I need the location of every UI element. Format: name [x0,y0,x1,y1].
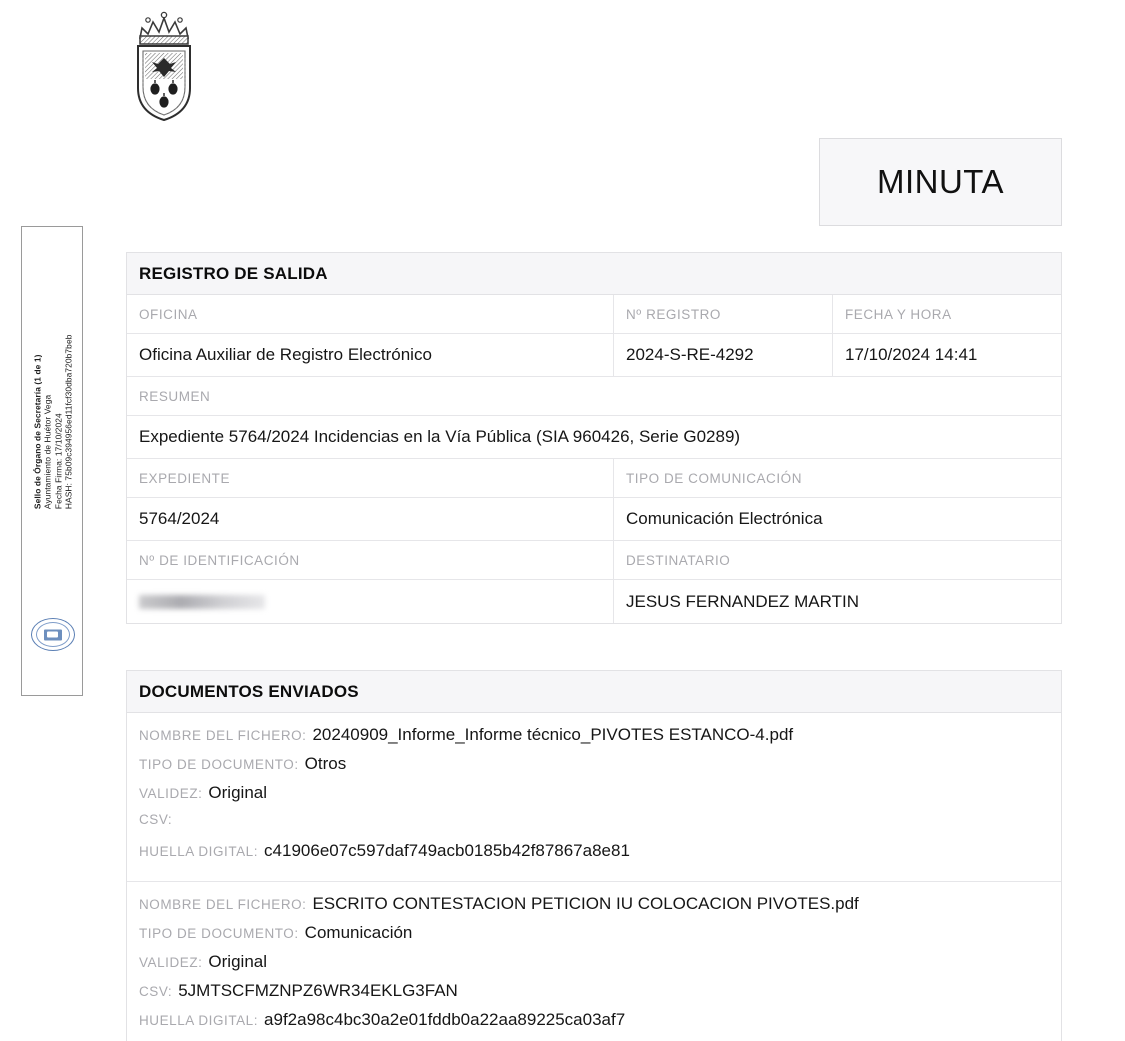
registro-section-header [127,253,1061,295]
value-nombre-del-fichero: 20240909_Informe_Informe técnico_PIVOTES ESTANCO-4.pdf [312,725,794,744]
table-row-label-resumen [127,377,1061,416]
cell-value-expediente [127,498,614,540]
document-csv-line [139,812,1061,841]
label-csv: CSV: [139,984,173,999]
redacted-identification-number [139,595,265,609]
label-n-registro: Nº REGISTRO [626,306,721,322]
cell-value-destinatario [614,580,1061,623]
cell-value-tipo-comunicacion [614,498,1061,540]
cell-label-tipo-comunicacion [614,459,1061,497]
cell-label-resumen [127,377,1061,415]
document-type-line [139,923,1061,952]
cell-value-fecha-hora [833,334,1061,376]
stamp-line-hash: HASH: 75b09c394956ed11fcf30dba720b7beb [63,334,74,510]
label-destinatario: DESTINATARIO [626,552,731,568]
value-csv: 5JMTSCFMZNPZ6WR34EKLG3FAN [178,981,458,1000]
table-row-values-expediente [127,498,1061,541]
value-nombre-del-fichero: ESCRITO CONTESTACION PETICION IU COLOCACION PIVOTES.pdf [312,894,859,913]
value-n-registro: 2024-S-RE-4292 [626,345,754,364]
signature-stamp-sidebar [21,226,83,696]
label-nombre-del-fichero: NOMBRE DEL FICHERO: [139,897,307,912]
label-csv: CSV: [139,812,173,827]
label-fecha-y-hora: FECHA Y HORA [845,306,952,322]
cell-value-resumen [127,416,1061,458]
stamp-line-organ: Sello de Órgano de Secretaría (1 de 1) [32,354,43,510]
seal-emblem-icon [44,629,62,640]
value-huella-digital: a9f2a98c4bc30a2e01fddb0a22aa89225ca03af7 [264,1010,626,1029]
label-huella-digital: HUELLA DIGITAL: [139,1013,259,1028]
document-type-line [139,754,1061,783]
registro-de-salida-panel [126,252,1062,624]
label-oficina: OFICINA [139,306,198,322]
stamp-line-date: Fecha Firma: 17/10/2024 [53,413,64,510]
table-row-labels-identificacion [127,541,1061,580]
documentos-section-header [127,671,1061,713]
value-resumen: Expediente 5764/2024 Incidencias en la Vía Pública (SIA 960426, Serie G0289) [139,427,741,446]
value-validez: Original [208,783,268,802]
table-row-labels-expediente [127,459,1061,498]
value-expediente: 5764/2024 [139,509,220,528]
value-destinatario: JESUS FERNANDEZ MARTIN [626,591,859,611]
table-row-values-oficina [127,334,1061,377]
cell-label-n-identificacion [127,541,614,579]
table-row-labels-oficina [127,295,1061,334]
label-resumen: RESUMEN [139,388,211,404]
cell-value-oficina [127,334,614,376]
value-tipo-de-comunicacion: Comunicación Electrónica [626,509,823,528]
document-huella-line [139,841,1061,870]
cell-label-oficina [127,295,614,333]
value-tipo-de-documento: Otros [304,754,347,773]
document-list-item [127,713,1061,882]
value-huella-digital: c41906e07c597daf749acb0185b42f87867a8e81 [264,841,630,860]
registro-section-title: REGISTRO DE SALIDA [139,263,328,283]
document-filename-line [139,894,1061,923]
document-validez-line [139,952,1061,981]
cell-value-n-registro [614,334,833,376]
table-row-value-resumen [127,416,1061,459]
official-seal-icon [31,618,75,651]
documentos-enviados-panel [126,670,1062,1041]
table-row-values-identificacion [127,580,1061,623]
value-oficina: Oficina Auxiliar de Registro Electrónico [139,345,432,364]
label-tipo-de-comunicacion: TIPO DE COMUNICACIÓN [626,470,803,486]
document-huella-line [139,1010,1061,1039]
document-type-label: MINUTA [876,163,1005,200]
label-validez: VALIDEZ: [139,955,203,970]
value-fecha-y-hora: 17/10/2024 14:41 [845,345,978,364]
label-n-de-identificacion: Nº DE IDENTIFICACIÓN [139,552,300,568]
signature-stamp-text-block [22,227,84,617]
label-tipo-de-documento: TIPO DE DOCUMENTO: [139,926,299,941]
documentos-section-title: DOCUMENTOS ENVIADOS [139,681,359,701]
cell-label-expediente [127,459,614,497]
cell-label-destinatario [614,541,1061,579]
label-tipo-de-documento: TIPO DE DOCUMENTO: [139,757,299,772]
document-csv-line [139,981,1061,1010]
document-validez-line [139,783,1061,812]
value-tipo-de-documento: Comunicación [304,923,413,942]
document-list-item [127,882,1061,1041]
label-huella-digital: HUELLA DIGITAL: [139,844,259,859]
label-expediente: EXPEDIENTE [139,470,231,486]
cell-label-fecha-hora [833,295,1061,333]
stamp-line-entity: Ayuntamiento de Huétor Vega [42,394,53,510]
cell-value-n-identificacion [127,580,614,623]
value-validez: Original [208,952,268,971]
cell-label-n-registro [614,295,833,333]
document-filename-line [139,725,1061,754]
label-nombre-del-fichero: NOMBRE DEL FICHERO: [139,728,307,743]
coat-of-arms-icon [128,8,200,124]
label-validez: VALIDEZ: [139,786,203,801]
document-type-badge [819,138,1062,226]
